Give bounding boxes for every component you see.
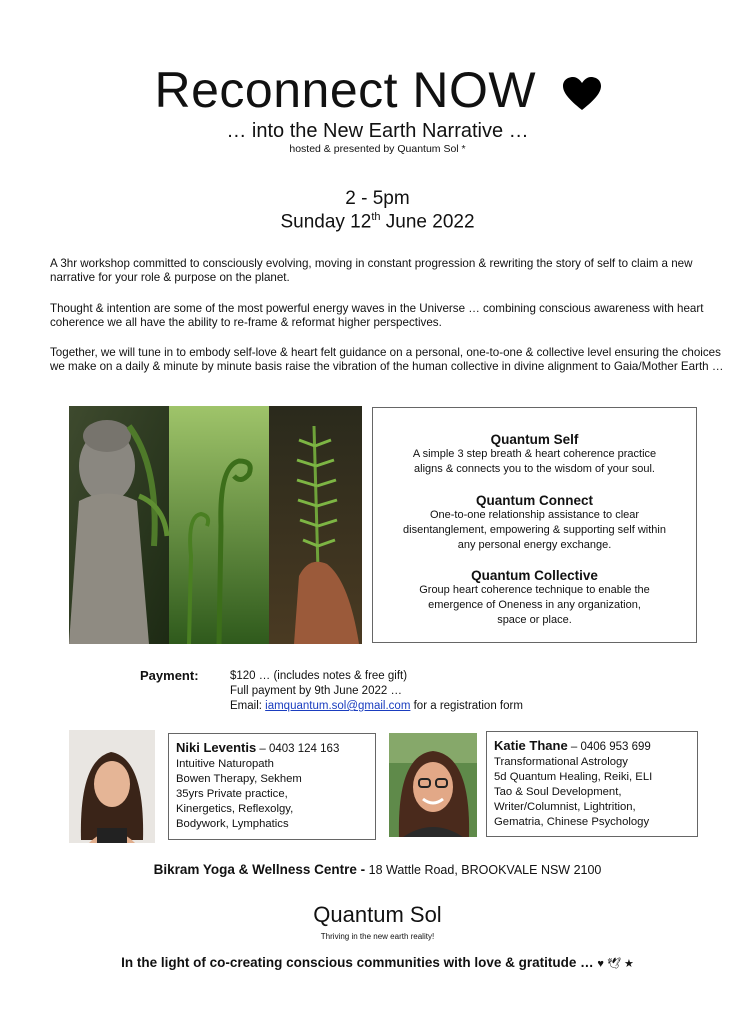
buddha-fern-photo: [69, 406, 362, 644]
offering-title: Quantum Self: [490, 432, 579, 447]
katie-line: Gematria, Chinese Psychology: [494, 816, 650, 828]
katie-photo: [389, 733, 477, 837]
offering-line: One-to-one relationship assistance to clear: [429, 509, 640, 521]
niki-card: [168, 733, 376, 840]
niki-line: Kinergetics, Reflexolgy,: [176, 803, 294, 815]
title-text: Reconnect NOW: [154, 62, 537, 118]
katie-line: 5d Quantum Healing, Reiki, ELI: [494, 771, 653, 783]
payment-label: [140, 668, 199, 683]
date-suffix: June 2022: [380, 211, 475, 233]
payment-price: $120 … (includes notes & free gift): [230, 670, 408, 682]
brand-tagline: Thriving in the new earth reality!: [320, 932, 435, 941]
offering-line: aligns & connects you to the wisdom of your soul.: [414, 463, 655, 475]
event-date: [0, 211, 755, 233]
katie-line: Tao & Soul Development,: [494, 786, 622, 798]
intro-paragraph-2: Thought & intention are some of the most powerful energy waves in the Universe … combining conscious awareness with heart coherence we all have the ability to re-frame & reformat higher perspectives.: [50, 302, 704, 329]
offering-line: A simple 3 step breath & heart coherence practice: [412, 448, 657, 460]
niki-phone: – 0403 124 163: [256, 743, 340, 755]
date-prefix: Sunday 12: [280, 211, 372, 233]
offering-line: emergence of Oneness in any organization,: [428, 599, 641, 611]
event-time: 2 - 5pm: [345, 188, 410, 209]
offering-title: Quantum Collective: [471, 568, 598, 583]
katie-name: Katie Thane: [494, 738, 568, 753]
brand-name: Quantum Sol: [313, 902, 442, 927]
subtitle: … into the New Earth Narrative …: [226, 120, 529, 142]
offering-quantum-connect: [373, 493, 696, 553]
katie-phone: – 0406 953 699: [567, 741, 651, 753]
offering-title: Quantum Connect: [476, 493, 593, 508]
intro-paragraph-3: Together, we will tune in to embody self-love & heart felt guidance on a personal, one-to-one & collective level ensuring the choices we make on a daily & minute by minute basis raise the vibration of the human collective in divine alignment to Gaia/Mother Earth …: [50, 346, 724, 373]
offerings-box: [372, 407, 697, 643]
payment-colon: :: [194, 668, 199, 683]
venue-address: 18 Wattle Road, BROOKVALE NSW 2100: [365, 863, 602, 877]
intro-paragraph-1: A 3hr workshop committed to consciously evolving, moving in constant progression & rewriting the story of self to claim a new narrative for your role & purpose on the planet.: [50, 257, 693, 284]
payment-email-line: [230, 699, 523, 714]
email-link[interactable]: iamquantum.sol@gmail.com: [265, 700, 411, 712]
niki-line: 35yrs Private practice,: [176, 788, 288, 800]
payment-details: [230, 669, 523, 714]
date-ordinal: th: [371, 211, 381, 223]
payment-deadline: Full payment by 9th June 2022 …: [230, 685, 402, 697]
niki-line: Intuitive Naturopath: [176, 758, 274, 770]
katie-card: [486, 731, 698, 837]
offering-line: Group heart coherence technique to enable the: [419, 584, 650, 596]
hosted-by: hosted & presented by Quantum Sol *: [289, 143, 466, 155]
closing-text: In the light of co-creating conscious communities with love & gratitude …: [121, 955, 594, 970]
venue-name: Bikram Yoga & Wellness Centre -: [153, 862, 366, 877]
offering-line: disentanglement, empowering & supporting self within: [403, 524, 666, 536]
katie-line: Transformational Astrology: [494, 756, 628, 768]
offering-quantum-collective: [373, 568, 696, 628]
venue: [0, 862, 755, 877]
offering-line: any personal energy exchange.: [457, 539, 612, 551]
closing-icons: ♥ 🕊 ★: [597, 958, 634, 970]
payment-label-text: Payment: [140, 668, 195, 683]
offering-quantum-self: [373, 432, 696, 477]
niki-line: Bodywork, Lymphatics: [176, 818, 289, 830]
niki-name: Niki Leventis: [176, 740, 257, 755]
niki-photo: [69, 730, 155, 843]
closing-line: [0, 955, 755, 970]
offering-line: space or place.: [497, 614, 572, 626]
email-label: Email:: [230, 700, 266, 712]
heart-icon: [563, 66, 601, 122]
email-suffix: for a registration form: [410, 700, 523, 712]
katie-line: Writer/Columnist, Lightrition,: [494, 801, 636, 813]
niki-line: Bowen Therapy, Sekhem: [176, 773, 302, 785]
page-title: [0, 62, 755, 122]
